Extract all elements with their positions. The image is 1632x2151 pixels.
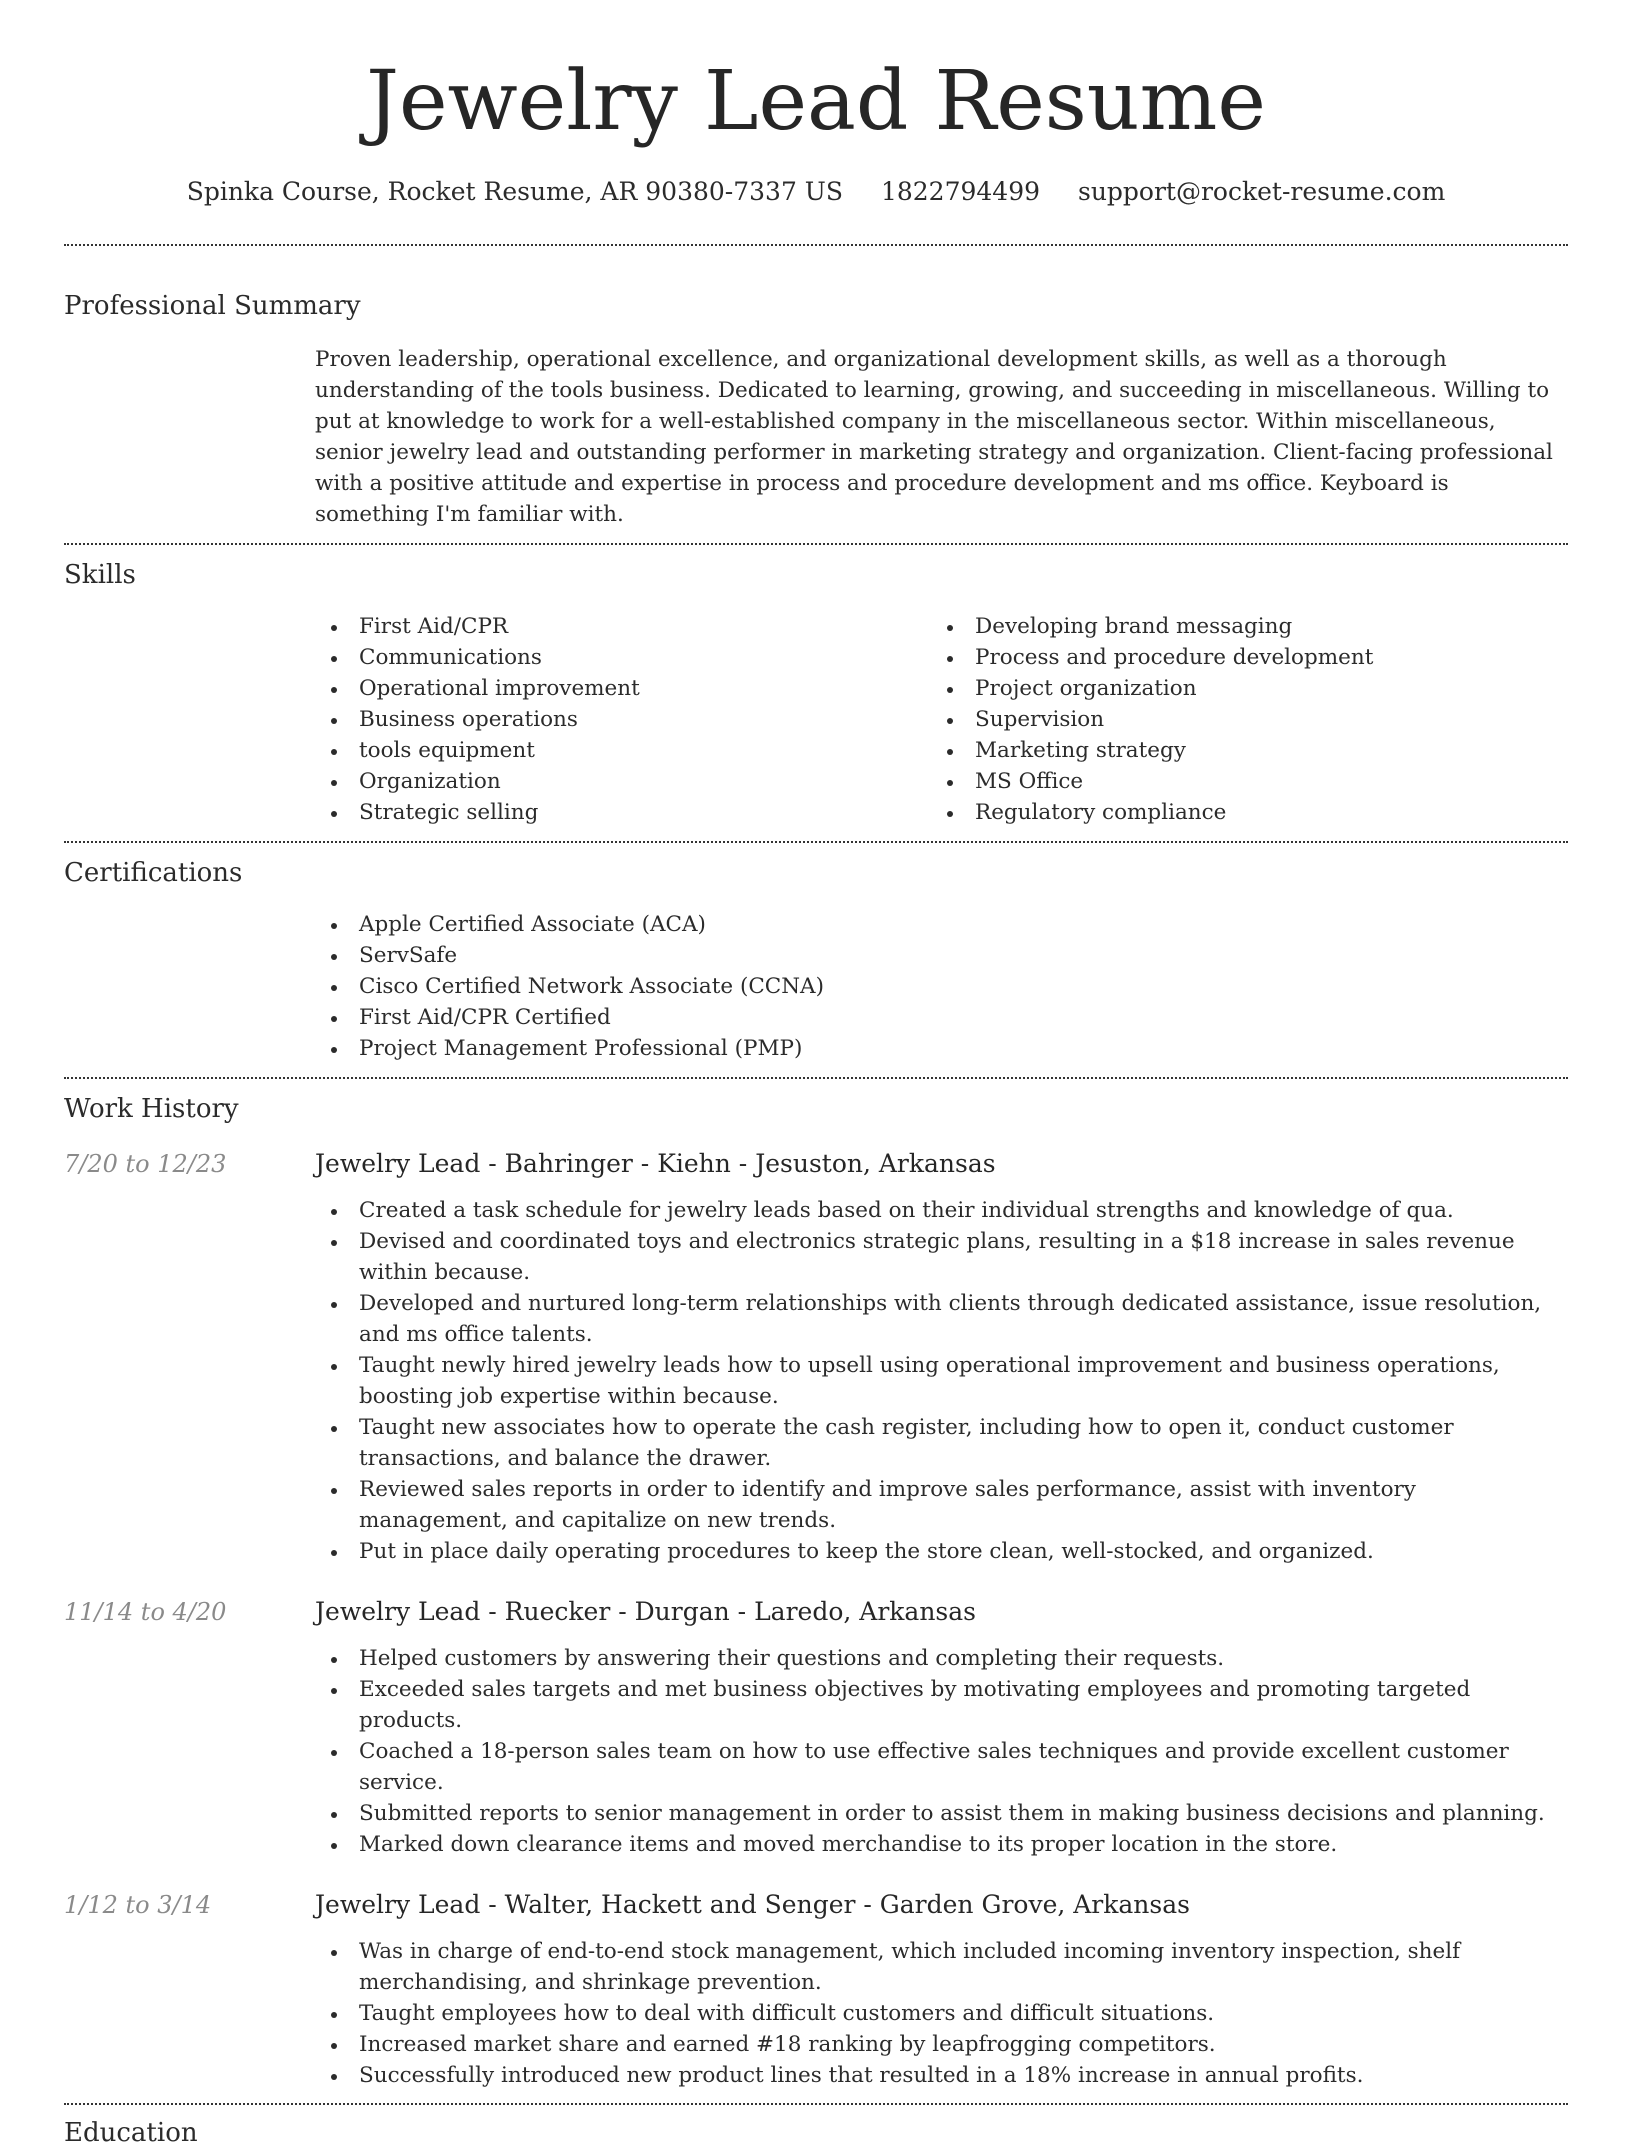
list-item: First Aid/CPR Certified [315,1002,1568,1033]
job-entry [64,1595,1568,1860]
divider [64,543,1568,545]
list-item: First Aid/CPR [315,611,931,642]
list-item: Successfully introduced new product lines that resulted in a 18% increase in annual profits. [315,2060,1568,2091]
job-entry [64,1888,1568,2091]
list-item: Developed and nurtured long-term relationships with clients through dedicated assistance, issue resolution, and ms office talents. [315,1288,1568,1350]
resume-title: Jewelry Lead Resume [366,54,1266,149]
divider [64,1077,1568,1079]
list-item: Exceeded sales targets and met business objectives by motivating employees and promoting targeted products. [315,1674,1568,1736]
section-title-certifications: Certifications [64,858,243,888]
list-item: tools equipment [315,735,931,766]
divider [64,244,1568,246]
list-item: Communications [315,642,931,673]
job-dates: 11/14 to 4/20 [64,1598,227,1626]
list-item: Taught new associates how to operate the cash register, including how to open it, conduct customer transactions, and balance the drawer. [315,1412,1568,1474]
job-title: Jewelry Lead - Bahringer - Kiehn - Jesuston, Arkansas [315,1149,996,1178]
job-title: Jewelry Lead - Walter, Hackett and Senger - Garden Grove, Arkansas [315,1890,1190,1919]
job-entry [64,1147,1568,1567]
list-item: Taught employees how to deal with difficult customers and difficult situations. [315,1998,1568,2029]
contact-phone: 1822794499 [880,177,1041,206]
divider [64,2103,1568,2105]
list-item: Project Management Professional (PMP) [315,1033,1568,1064]
list-item: Developing brand messaging [931,611,1547,642]
list-item: Was in charge of end-to-end stock management, which included incoming inventory inspection, shelf merchandising, and shrinkage prevention. [315,1936,1568,1998]
summary-text: Proven leadership, operational excellence, and organizational development skills, as well as a thorough understanding of the tools business. Dedicated to learning, growing, and succeeding in miscellaneous. Willing to put at knowledge to work for a well-established company in the miscellaneous sector. Within miscellaneous, senior jewelry lead and outstanding performer in marketing strategy and organization. Client-facing professional with a positive attitude and expertise in process and procedure development and ms office. Keyboard is something I'm familiar with. [315,347,1553,527]
list-item: Apple Certified Associate (ACA) [315,909,1568,940]
job-bullets [315,1195,1568,1567]
section-title-education: Education [64,2118,198,2148]
list-item: Helped customers by answering their questions and completing their requests. [315,1643,1568,1674]
section-title-summary: Professional Summary [64,291,361,321]
job-dates: 7/20 to 12/23 [64,1150,227,1178]
skills-column-left [315,611,931,828]
contact-email[interactable]: support@rocket-resume.com [1077,177,1446,206]
list-item: ServSafe [315,940,1568,971]
list-item: Marketing strategy [931,735,1547,766]
section-title-skills: Skills [64,560,136,590]
job-title: Jewelry Lead - Ruecker - Durgan - Laredo, Arkansas [315,1597,976,1626]
list-item: Strategic selling [315,797,931,828]
list-item: Devised and coordinated toys and electronics strategic plans, resulting in a $18 increase in sales revenue within because. [315,1226,1568,1288]
list-item: Taught newly hired jewelry leads how to upsell using operational improvement and business operations, boosting job expertise within because. [315,1350,1568,1412]
list-item: Cisco Certified Network Associate (CCNA) [315,971,1568,1002]
list-item: Project organization [931,673,1547,704]
list-item: Marked down clearance items and moved merchandise to its proper location in the store. [315,1829,1568,1860]
list-item: Submitted reports to senior management in order to assist them in making business decisions and planning. [315,1798,1568,1829]
contact-address: Spinka Course, Rocket Resume, AR 90380-7337 US [186,177,844,206]
list-item: Coached a 18-person sales team on how to use effective sales techniques and provide excellent customer service. [315,1736,1568,1798]
list-item: Supervision [931,704,1547,735]
list-item: Created a task schedule for jewelry leads based on their individual strengths and knowledge of qua. [315,1195,1568,1226]
contact-line [64,174,1568,210]
skills-list [315,611,1568,828]
certifications-list [315,909,1568,1064]
list-item: Process and procedure development [931,642,1547,673]
list-item: MS Office [931,766,1547,797]
job-bullets [315,1643,1568,1860]
list-item: Reviewed sales reports in order to identify and improve sales performance, assist with inventory management, and capitalize on new trends. [315,1474,1568,1536]
job-dates: 1/12 to 3/14 [64,1891,212,1919]
skills-column-right [931,611,1547,828]
list-item: Put in place daily operating procedures to keep the store clean, well-stocked, and organized. [315,1536,1568,1567]
list-item: Regulatory compliance [931,797,1547,828]
list-item: Operational improvement [315,673,931,704]
list-item: Business operations [315,704,931,735]
divider [64,841,1568,843]
job-bullets [315,1936,1568,2091]
section-title-work-history: Work History [64,1094,239,1124]
list-item: Increased market share and earned #18 ranking by leapfrogging competitors. [315,2029,1568,2060]
list-item: Organization [315,766,931,797]
